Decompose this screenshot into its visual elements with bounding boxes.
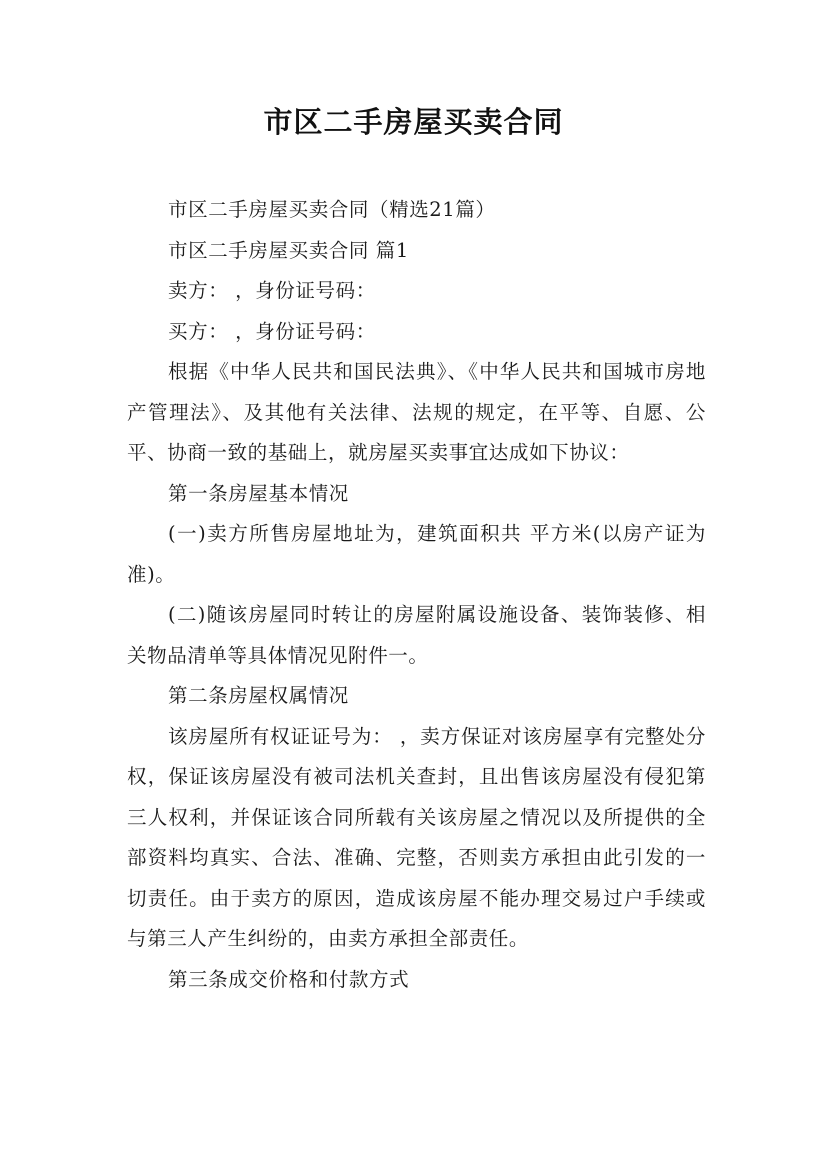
article-3-heading: 第三条成交价格和付款方式: [168, 967, 410, 991]
article-1-clause-1: (一)卖方所售房屋地址为，建筑面积共 平方米(以房产证为准)。: [127, 522, 706, 586]
paragraph-buyer: 买方： ，身份证号码：: [168, 319, 376, 343]
paragraph-subtitle: 市区二手房屋买卖合同（精选21篇）: [168, 198, 496, 221]
paragraph-preamble: 根据《中华人民共和国民法典》、《中华人民共和国城市房地产管理法》、及其他有关法律、法规的规定，在平等、自愿、公平、协商一致的基础上，就房屋买卖事宜达成如下协议：: [127, 360, 706, 464]
article-2-heading: 第二条房屋权属情况: [168, 684, 349, 707]
article-1-heading: 第一条房屋基本情况: [168, 481, 349, 505]
article-2-body: 该房屋所有权证证号为： ，卖方保证对该房屋享有完整处分权，保证该房屋没有被司法机关查封，且出售该房屋没有侵犯第三人权利，并保证该合同所载有关该房屋之情况以及所提供的全部资料均真实、合法、准确、完整，否则卖方承担由此引发的一切责任。由于卖方的原因，造成该房屋不能办理交易过户手续或与第三人产生纠纷的，由卖方承担全部责任。: [127, 724, 706, 950]
paragraph-section-heading: 市区二手房屋买卖合同 篇1: [168, 238, 409, 262]
article-1-clause-2: (二)随该房屋同时转让的房屋附属设施设备、装饰装修、相关物品清单等具体情况见附件一。: [127, 603, 706, 667]
document-title: 市区二手房屋买卖合同: [263, 105, 564, 139]
document-body: [127, 190, 706, 1000]
paragraph-seller: 卖方： ，身份证号码：: [168, 279, 376, 302]
